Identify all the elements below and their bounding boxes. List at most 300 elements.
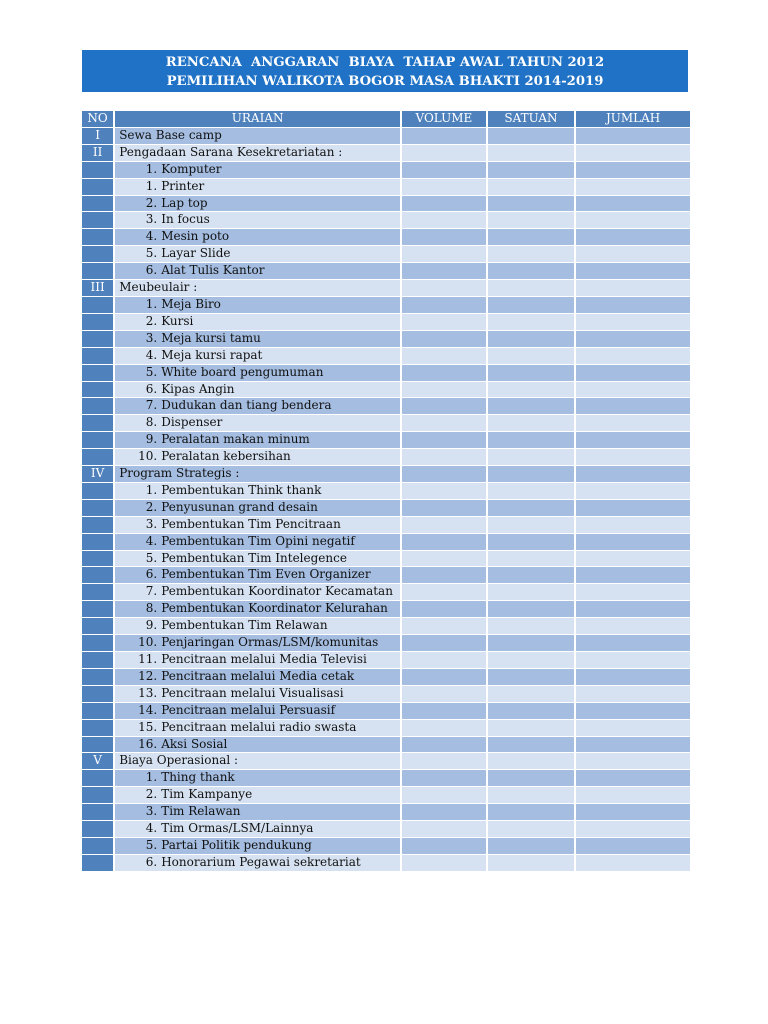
jumlah-cell bbox=[576, 365, 690, 381]
item-number: 7. bbox=[145, 584, 158, 599]
satuan-cell bbox=[488, 534, 575, 550]
item-text: Tim Ormas/LSM/Lainnya bbox=[161, 821, 314, 836]
jumlah-cell bbox=[576, 770, 690, 786]
jumlah-cell bbox=[576, 280, 690, 296]
satuan-cell bbox=[488, 500, 575, 516]
item-text: Aksi Sosial bbox=[161, 736, 228, 751]
jumlah-cell bbox=[576, 449, 690, 465]
satuan-cell bbox=[488, 737, 575, 753]
volume-cell bbox=[402, 162, 486, 178]
row-number-cell bbox=[82, 720, 113, 736]
row-number-cell bbox=[82, 314, 113, 330]
jumlah-cell bbox=[576, 635, 690, 651]
item-number: 2. bbox=[145, 195, 158, 210]
satuan-cell bbox=[488, 601, 575, 617]
jumlah-cell bbox=[576, 753, 690, 769]
uraian-cell bbox=[115, 196, 400, 212]
item-number: 9. bbox=[145, 432, 158, 447]
row-number-cell bbox=[82, 703, 113, 719]
uraian-cell bbox=[115, 128, 400, 144]
uraian-cell bbox=[115, 838, 400, 854]
row-number-cell: V bbox=[82, 753, 113, 769]
row-number-cell bbox=[82, 162, 113, 178]
jumlah-cell bbox=[576, 483, 690, 499]
satuan-cell bbox=[488, 331, 575, 347]
row-number-cell bbox=[82, 635, 113, 651]
table-row bbox=[82, 382, 690, 398]
row-number-cell bbox=[82, 737, 113, 753]
item-number: 16. bbox=[138, 736, 158, 751]
uraian-cell bbox=[115, 179, 400, 195]
document-title bbox=[82, 50, 688, 92]
uraian-cell bbox=[115, 821, 400, 837]
jumlah-cell bbox=[576, 669, 690, 685]
item-number: 3. bbox=[145, 212, 158, 227]
row-number-cell: II bbox=[82, 145, 113, 161]
title-line-2: PEMILIHAN WALIKOTA BOGOR MASA BHAKTI 2014-2019 bbox=[166, 74, 604, 89]
item-number: 4. bbox=[145, 347, 158, 362]
jumlah-cell bbox=[576, 128, 690, 144]
jumlah-cell bbox=[576, 263, 690, 279]
jumlah-cell bbox=[576, 855, 690, 871]
uraian-cell bbox=[115, 297, 400, 313]
table-row bbox=[82, 415, 690, 431]
table-row bbox=[82, 263, 690, 279]
row-number-cell bbox=[82, 821, 113, 837]
table-row bbox=[82, 618, 690, 634]
item-text: Tim Kampanye bbox=[161, 787, 253, 802]
title-line-1: RENCANA ANGGARAN BIAYA TAHAP AWAL TAHUN 2012 bbox=[165, 55, 605, 70]
row-number-cell bbox=[82, 567, 113, 583]
item-number: 4. bbox=[145, 821, 158, 836]
satuan-cell bbox=[488, 212, 575, 228]
table-row bbox=[82, 280, 690, 296]
item-number: 6. bbox=[145, 854, 158, 869]
satuan-cell bbox=[488, 753, 575, 769]
item-number: 13. bbox=[138, 685, 158, 700]
header-jumlah: JUMLAH bbox=[576, 111, 690, 127]
row-number-cell bbox=[82, 500, 113, 516]
item-text: Peralatan kebersihan bbox=[161, 449, 291, 464]
item-number: 6. bbox=[145, 381, 158, 396]
uraian-cell bbox=[115, 770, 400, 786]
item-text: Kipas Angin bbox=[161, 381, 235, 396]
jumlah-cell bbox=[576, 618, 690, 634]
item-text: Alat Tulis Kantor bbox=[161, 263, 265, 278]
table-row bbox=[82, 551, 690, 567]
volume-cell bbox=[402, 466, 486, 482]
item-text: Pembentukan Tim Opini negatif bbox=[161, 533, 355, 548]
satuan-cell bbox=[488, 145, 575, 161]
uraian-cell bbox=[115, 314, 400, 330]
satuan-cell bbox=[488, 686, 575, 702]
satuan-cell bbox=[488, 449, 575, 465]
volume-cell bbox=[402, 551, 486, 567]
row-number-cell bbox=[82, 449, 113, 465]
item-number: 2. bbox=[145, 499, 158, 514]
table-row bbox=[82, 212, 690, 228]
row-number-cell bbox=[82, 246, 113, 262]
table-row bbox=[82, 703, 690, 719]
table-row bbox=[82, 635, 690, 651]
jumlah-cell bbox=[576, 821, 690, 837]
item-number: 8. bbox=[145, 601, 158, 616]
row-number-cell bbox=[82, 179, 113, 195]
table-row bbox=[82, 517, 690, 533]
item-number: 1. bbox=[145, 770, 158, 785]
table-row bbox=[82, 652, 690, 668]
table-row bbox=[82, 449, 690, 465]
jumlah-cell bbox=[576, 196, 690, 212]
row-number-cell bbox=[82, 196, 113, 212]
row-number-cell bbox=[82, 804, 113, 820]
uraian-cell bbox=[115, 618, 400, 634]
volume-cell bbox=[402, 398, 486, 414]
volume-cell bbox=[402, 686, 486, 702]
volume-cell bbox=[402, 753, 486, 769]
table-row bbox=[82, 145, 690, 161]
item-text: Pembentukan Koordinator Kecamatan bbox=[161, 584, 393, 599]
satuan-cell bbox=[488, 635, 575, 651]
header-volume: VOLUME bbox=[402, 111, 486, 127]
satuan-cell bbox=[488, 348, 575, 364]
item-text: Pembentukan Koordinator Kelurahan bbox=[161, 601, 388, 616]
table-row bbox=[82, 787, 690, 803]
satuan-cell bbox=[488, 128, 575, 144]
item-text: Pembentukan Tim Even Organizer bbox=[161, 567, 371, 582]
item-number: 5. bbox=[145, 364, 158, 379]
row-number-cell bbox=[82, 534, 113, 550]
uraian-cell bbox=[115, 551, 400, 567]
uraian-cell bbox=[115, 331, 400, 347]
satuan-cell bbox=[488, 618, 575, 634]
row-number-cell bbox=[82, 483, 113, 499]
item-text: Peralatan makan minum bbox=[161, 432, 310, 447]
table-row bbox=[82, 753, 690, 769]
table-row bbox=[82, 770, 690, 786]
satuan-cell bbox=[488, 551, 575, 567]
satuan-cell bbox=[488, 398, 575, 414]
uraian-cell bbox=[115, 246, 400, 262]
uraian-cell bbox=[115, 601, 400, 617]
satuan-cell bbox=[488, 280, 575, 296]
jumlah-cell bbox=[576, 500, 690, 516]
item-text: Pembentukan Tim Relawan bbox=[161, 618, 328, 633]
jumlah-cell bbox=[576, 720, 690, 736]
item-text: Meja kursi rapat bbox=[161, 347, 263, 362]
volume-cell bbox=[402, 821, 486, 837]
volume-cell bbox=[402, 196, 486, 212]
section-title: Pengadaan Sarana Kesekretariatan : bbox=[119, 144, 343, 159]
satuan-cell bbox=[488, 703, 575, 719]
volume-cell bbox=[402, 280, 486, 296]
table-row bbox=[82, 128, 690, 144]
satuan-cell bbox=[488, 314, 575, 330]
item-text: Kursi bbox=[161, 313, 194, 328]
item-number: 8. bbox=[145, 415, 158, 430]
jumlah-cell bbox=[576, 212, 690, 228]
table-row bbox=[82, 365, 690, 381]
item-text: Printer bbox=[161, 178, 205, 193]
uraian-cell bbox=[115, 432, 400, 448]
item-number: 14. bbox=[138, 702, 158, 717]
item-number: 11. bbox=[138, 652, 158, 666]
volume-cell bbox=[402, 787, 486, 803]
item-text: Dudukan dan tiang bendera bbox=[161, 398, 332, 413]
satuan-cell bbox=[488, 415, 575, 431]
uraian-cell bbox=[115, 145, 400, 161]
row-number-cell bbox=[82, 855, 113, 871]
item-text: Pencitraan melalui Persuasif bbox=[161, 702, 336, 717]
satuan-cell bbox=[488, 787, 575, 803]
item-text: Layar Slide bbox=[161, 246, 231, 261]
volume-cell bbox=[402, 838, 486, 854]
item-number: 4. bbox=[145, 229, 158, 244]
satuan-cell bbox=[488, 263, 575, 279]
volume-cell bbox=[402, 720, 486, 736]
uraian-cell bbox=[115, 584, 400, 600]
satuan-cell bbox=[488, 517, 575, 533]
row-number-cell: I bbox=[82, 128, 113, 144]
table-header-row bbox=[82, 111, 690, 127]
uraian-cell bbox=[115, 415, 400, 431]
item-number: 4. bbox=[145, 533, 158, 548]
row-number-cell bbox=[82, 263, 113, 279]
header-no: NO bbox=[82, 111, 113, 127]
row-number-cell bbox=[82, 348, 113, 364]
table-row bbox=[82, 720, 690, 736]
volume-cell bbox=[402, 737, 486, 753]
item-number: 3. bbox=[145, 330, 158, 345]
uraian-cell bbox=[115, 804, 400, 820]
item-number: 7. bbox=[145, 398, 158, 413]
table-row bbox=[82, 398, 690, 414]
satuan-cell bbox=[488, 229, 575, 245]
item-text: Dispenser bbox=[161, 415, 223, 430]
uraian-cell bbox=[115, 753, 400, 769]
uraian-cell bbox=[115, 855, 400, 871]
header-uraian: URAIAN bbox=[115, 111, 400, 127]
row-number-cell bbox=[82, 787, 113, 803]
uraian-cell bbox=[115, 212, 400, 228]
volume-cell bbox=[402, 652, 486, 668]
table-row bbox=[82, 500, 690, 516]
table-row bbox=[82, 432, 690, 448]
row-number-cell bbox=[82, 398, 113, 414]
row-number-cell bbox=[82, 517, 113, 533]
item-number: 6. bbox=[145, 263, 158, 278]
table-row bbox=[82, 179, 690, 195]
satuan-cell bbox=[488, 804, 575, 820]
row-number-cell bbox=[82, 212, 113, 228]
item-number: 2. bbox=[145, 787, 158, 802]
uraian-cell bbox=[115, 787, 400, 803]
row-number-cell bbox=[82, 584, 113, 600]
item-text: Pencitraan melalui Media Televisi bbox=[161, 652, 367, 666]
item-text: Pembentukan Tim Intelegence bbox=[161, 550, 347, 565]
uraian-cell bbox=[115, 534, 400, 550]
row-number-cell bbox=[82, 618, 113, 634]
volume-cell bbox=[402, 855, 486, 871]
budget-table bbox=[80, 110, 692, 872]
item-number: 5. bbox=[145, 246, 158, 261]
jumlah-cell bbox=[576, 229, 690, 245]
volume-cell bbox=[402, 770, 486, 786]
table-row bbox=[82, 297, 690, 313]
uraian-cell bbox=[115, 365, 400, 381]
uraian-cell bbox=[115, 466, 400, 482]
row-number-cell bbox=[82, 601, 113, 617]
jumlah-cell bbox=[576, 551, 690, 567]
volume-cell bbox=[402, 635, 486, 651]
uraian-cell bbox=[115, 398, 400, 414]
jumlah-cell bbox=[576, 432, 690, 448]
item-text: Pencitraan melalui radio swasta bbox=[161, 719, 357, 734]
item-number: 1. bbox=[145, 161, 158, 176]
item-text: Pembentukan Think thank bbox=[161, 482, 322, 497]
volume-cell bbox=[402, 128, 486, 144]
item-text: Tim Relawan bbox=[161, 804, 241, 819]
jumlah-cell bbox=[576, 517, 690, 533]
table-body bbox=[82, 128, 690, 871]
satuan-cell bbox=[488, 652, 575, 668]
table-row bbox=[82, 686, 690, 702]
jumlah-cell bbox=[576, 162, 690, 178]
item-number: 2. bbox=[145, 313, 158, 328]
jumlah-cell bbox=[576, 737, 690, 753]
volume-cell bbox=[402, 517, 486, 533]
header-satuan: SATUAN bbox=[488, 111, 575, 127]
volume-cell bbox=[402, 297, 486, 313]
satuan-cell bbox=[488, 466, 575, 482]
row-number-cell bbox=[82, 838, 113, 854]
item-number: 12. bbox=[138, 668, 158, 683]
uraian-cell bbox=[115, 635, 400, 651]
row-number-cell: IV bbox=[82, 466, 113, 482]
volume-cell bbox=[402, 483, 486, 499]
jumlah-cell bbox=[576, 567, 690, 583]
satuan-cell bbox=[488, 669, 575, 685]
table-row bbox=[82, 348, 690, 364]
volume-cell bbox=[402, 314, 486, 330]
table-row bbox=[82, 737, 690, 753]
row-number-cell bbox=[82, 652, 113, 668]
item-number: 1. bbox=[145, 482, 158, 497]
item-text: White board pengumuman bbox=[161, 364, 324, 379]
volume-cell bbox=[402, 229, 486, 245]
row-number-cell bbox=[82, 770, 113, 786]
uraian-cell bbox=[115, 652, 400, 668]
satuan-cell bbox=[488, 179, 575, 195]
item-text: Honorarium Pegawai sekretariat bbox=[161, 854, 361, 869]
table-row bbox=[82, 314, 690, 330]
table-row bbox=[82, 821, 690, 837]
volume-cell bbox=[402, 500, 486, 516]
volume-cell bbox=[402, 618, 486, 634]
uraian-cell bbox=[115, 703, 400, 719]
item-text: Penyusunan grand desain bbox=[161, 499, 318, 514]
uraian-cell bbox=[115, 449, 400, 465]
volume-cell bbox=[402, 449, 486, 465]
jumlah-cell bbox=[576, 145, 690, 161]
row-number-cell bbox=[82, 365, 113, 381]
table-row bbox=[82, 567, 690, 583]
volume-cell bbox=[402, 331, 486, 347]
uraian-cell bbox=[115, 737, 400, 753]
table-row bbox=[82, 601, 690, 617]
jumlah-cell bbox=[576, 804, 690, 820]
uraian-cell bbox=[115, 720, 400, 736]
jumlah-cell bbox=[576, 584, 690, 600]
item-text: Thing thank bbox=[161, 770, 235, 785]
table-row bbox=[82, 669, 690, 685]
item-number: 6. bbox=[145, 567, 158, 582]
jumlah-cell bbox=[576, 297, 690, 313]
table-row bbox=[82, 196, 690, 212]
uraian-cell bbox=[115, 567, 400, 583]
uraian-cell bbox=[115, 382, 400, 398]
item-number: 10. bbox=[138, 635, 158, 650]
row-number-cell bbox=[82, 415, 113, 431]
volume-cell bbox=[402, 669, 486, 685]
item-text: Mesin poto bbox=[161, 229, 230, 244]
uraian-cell bbox=[115, 280, 400, 296]
volume-cell bbox=[402, 601, 486, 617]
volume-cell bbox=[402, 584, 486, 600]
jumlah-cell bbox=[576, 466, 690, 482]
table-row bbox=[82, 229, 690, 245]
table-row bbox=[82, 483, 690, 499]
table-row bbox=[82, 331, 690, 347]
item-number: 3. bbox=[145, 516, 158, 531]
item-text: Pembentukan Tim Pencitraan bbox=[161, 516, 341, 531]
satuan-cell bbox=[488, 821, 575, 837]
item-text: Penjaringan Ormas/LSM/komunitas bbox=[161, 635, 379, 650]
item-text: Pencitraan melalui Visualisasi bbox=[161, 685, 344, 700]
satuan-cell bbox=[488, 584, 575, 600]
jumlah-cell bbox=[576, 686, 690, 702]
uraian-cell bbox=[115, 669, 400, 685]
satuan-cell bbox=[488, 297, 575, 313]
item-number: 1. bbox=[145, 178, 158, 193]
jumlah-cell bbox=[576, 838, 690, 854]
satuan-cell bbox=[488, 720, 575, 736]
item-text: Partai Politik pendukung bbox=[161, 837, 312, 852]
section-title: Meubeulair : bbox=[119, 280, 198, 295]
jumlah-cell bbox=[576, 398, 690, 414]
row-number-cell: III bbox=[82, 280, 113, 296]
volume-cell bbox=[402, 179, 486, 195]
satuan-cell bbox=[488, 162, 575, 178]
satuan-cell bbox=[488, 567, 575, 583]
uraian-cell bbox=[115, 517, 400, 533]
row-number-cell bbox=[82, 229, 113, 245]
item-text: Komputer bbox=[161, 161, 222, 176]
item-number: 3. bbox=[145, 804, 158, 819]
jumlah-cell bbox=[576, 179, 690, 195]
item-text: Meja kursi tamu bbox=[161, 330, 261, 345]
table-row bbox=[82, 534, 690, 550]
item-text: Meja Biro bbox=[161, 296, 221, 311]
satuan-cell bbox=[488, 483, 575, 499]
volume-cell bbox=[402, 804, 486, 820]
volume-cell bbox=[402, 263, 486, 279]
uraian-cell bbox=[115, 229, 400, 245]
volume-cell bbox=[402, 703, 486, 719]
volume-cell bbox=[402, 382, 486, 398]
satuan-cell bbox=[488, 770, 575, 786]
section-title: Program Strategis : bbox=[119, 466, 240, 481]
